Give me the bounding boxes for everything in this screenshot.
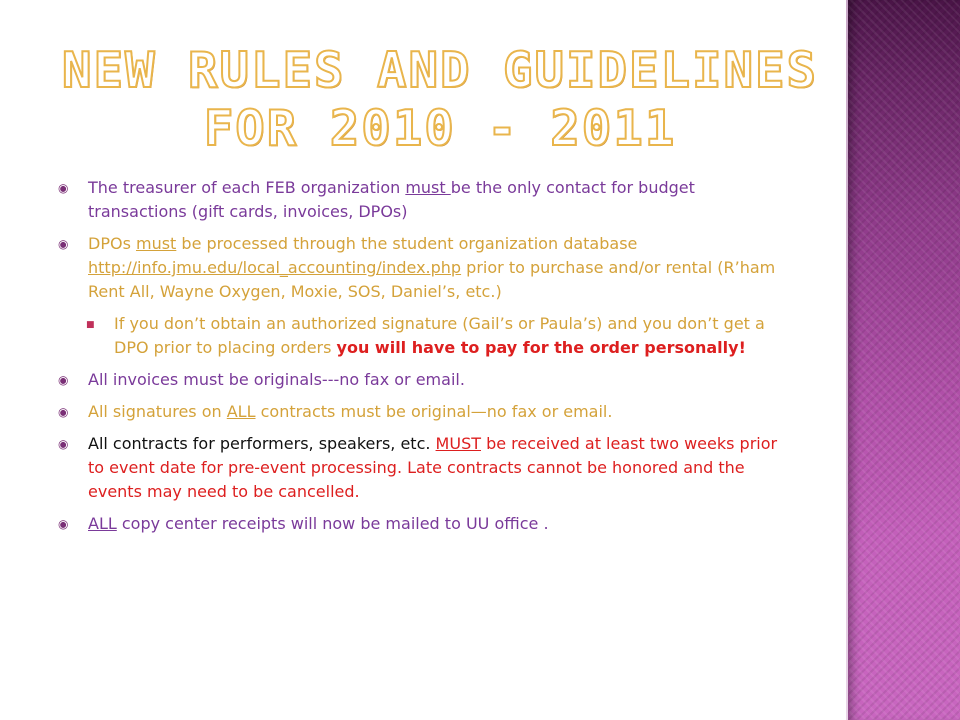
bullet-item-contracts	[58, 432, 793, 504]
bullet-text: All signatures on	[88, 402, 227, 421]
bullet-text: All contracts for performers, speakers, etc.	[88, 434, 436, 453]
target-bullet-icon: ◉	[58, 517, 69, 531]
bullet-text: be the only contact for budget transactions (gift cards, invoices, DPOs)	[88, 178, 695, 221]
emphasis-all: ALL	[226, 402, 256, 421]
bullet-text: contracts must be original—no fax or email.	[255, 402, 613, 421]
emphasis-all: ALL	[88, 514, 117, 533]
square-bullet-icon: ■	[86, 320, 95, 330]
emphasis-must: must	[135, 234, 177, 253]
bullet-item-signatures	[58, 400, 793, 424]
bullet-item-treasurer	[58, 176, 793, 224]
decorative-side-band	[848, 0, 960, 720]
warning-text: you will have to pay for the order personally!	[336, 338, 746, 357]
emphasis-must: must	[405, 178, 451, 197]
bullet-text: The treasurer of each FEB organization	[88, 178, 406, 197]
bullet-text: be processed through the student organization database	[176, 234, 638, 253]
bullet-text: copy center receipts will now be mailed to UU office .	[116, 514, 549, 533]
target-bullet-icon: ◉	[58, 373, 69, 387]
bullet-item-dpos	[58, 232, 793, 304]
bullet-text: All invoices must be originals---no fax or email.	[88, 370, 465, 389]
bullet-text: DPOs	[88, 234, 136, 253]
target-bullet-icon: ◉	[58, 181, 69, 195]
emphasis-must: MUST	[435, 434, 481, 453]
bullet-text: If you don’t obtain an authorized signature (Gail’s or Paula’s) and you don’t get a DPO prior to placing orders	[114, 314, 765, 357]
target-bullet-icon: ◉	[58, 405, 69, 419]
bullet-item-copy-center	[58, 512, 793, 536]
bullet-item-invoices	[58, 368, 793, 392]
sub-bullet-item-signature	[86, 312, 793, 360]
bullet-text: prior to purchase and/or rental (R’ham Rent All, Wayne Oxygen, Moxie, SOS, Daniel’s, etc.)	[88, 258, 776, 301]
bullet-text: be received at least two weeks prior to event date for pre-event processing. Late contracts cannot be honored and the events may need to be cancelled.	[88, 434, 778, 501]
slide-title: NEW RULES AND GUIDELINES FOR 2010 - 2011	[61, 42, 818, 157]
target-bullet-icon: ◉	[58, 237, 69, 251]
target-bullet-icon: ◉	[58, 437, 69, 451]
accounting-database-link[interactable]: http://info.jmu.edu/local_accounting/index.php	[88, 258, 462, 277]
bullet-list	[58, 176, 793, 544]
